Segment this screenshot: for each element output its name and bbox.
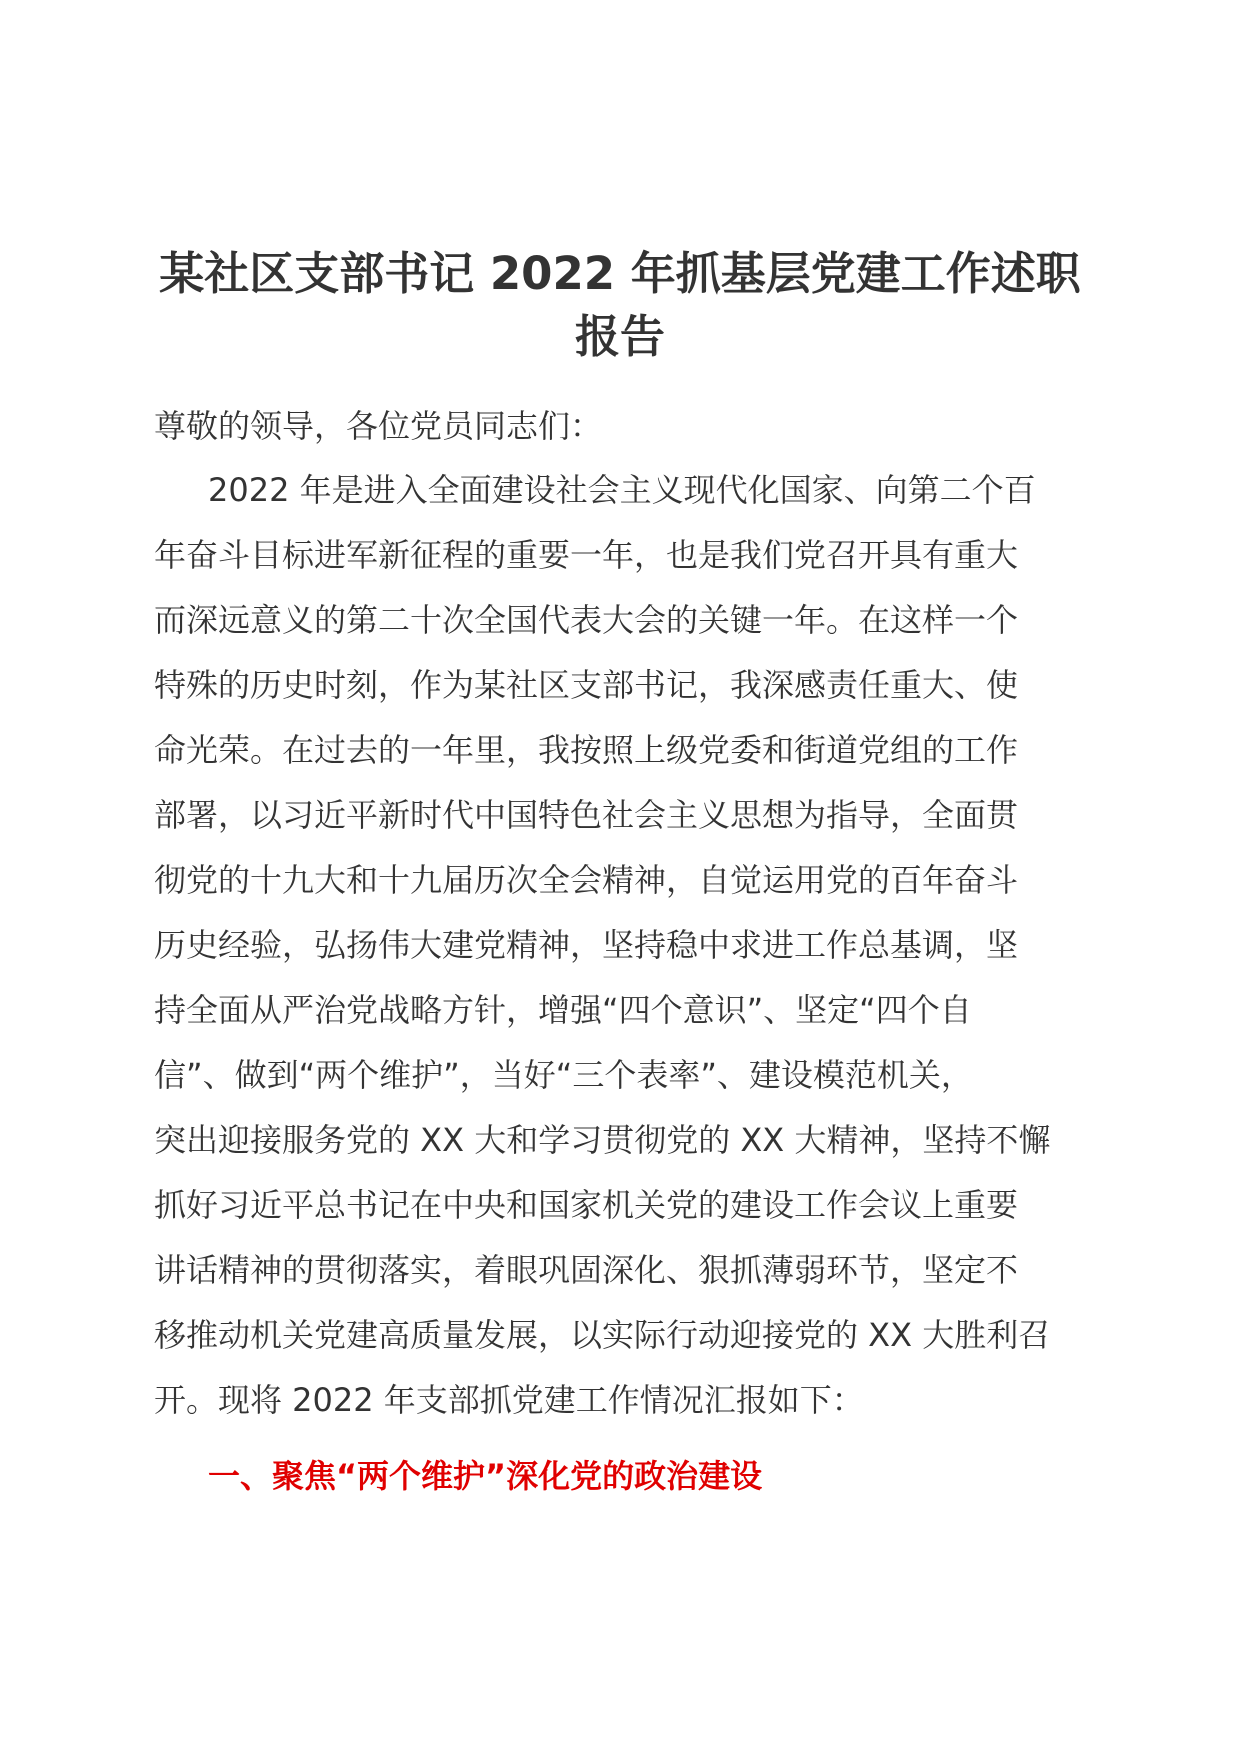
paragraph-line: 讲话精神的贯彻落实，着眼巩固深化、狠抓薄弱环节，坚定不 [154, 1251, 1019, 1289]
paragraph-line: 开。现将 2022 年支部抓党建工作情况汇报如下： [154, 1381, 864, 1419]
paragraph-line: 而深远意义的第二十次全国代表大会的关键一年。在这样一个 [154, 601, 1019, 639]
paragraph-line: 持全面从严治党战略方针，增强“四个意识”、坚定“四个自 [154, 991, 972, 1029]
document-title [150, 242, 1090, 368]
salutation: 尊敬的领导，各位党员同志们： [154, 407, 603, 445]
paragraph-line: 年奋斗目标进军新征程的重要一年，也是我们党召开具有重大 [154, 536, 1019, 574]
title-line-1: 某社区支部书记 2022 年抓基层党建工作述职 [159, 247, 1081, 300]
paragraph-line: 彻党的十九大和十九届历次全会精神，自觉运用党的百年奋斗 [154, 861, 1019, 899]
section-heading-1: 一、聚焦“两个维护”深化党的政治建设 [208, 1457, 763, 1495]
paragraph-line: 移推动机关党建高质量发展，以实际行动迎接党的 XX 大胜利召 [154, 1316, 1051, 1354]
paragraph-line: 历史经验，弘扬伟大建党精神，坚持稳中求进工作总基调，坚 [154, 926, 1019, 964]
paragraph-line: 突出迎接服务党的 XX 大和学习贯彻党的 XX 大精神，坚持不懈 [154, 1121, 1051, 1159]
paragraph-line: 信”、做到“两个维护”，当好“三个表率”、建设模范机关， [154, 1056, 973, 1094]
paragraph-line: 2022 年是进入全面建设社会主义现代化国家、向第二个百 [208, 471, 1036, 509]
paragraph-1 [154, 472, 1094, 1447]
paragraph-line: 命光荣。在过去的一年里，我按照上级党委和街道党组的工作 [154, 731, 1019, 769]
paragraph-line: 抓好习近平总书记在中央和国家机关党的建设工作会议上重要 [154, 1186, 1019, 1224]
title-line-2: 报告 [574, 310, 665, 363]
paragraph-line: 部署，以习近平新时代中国特色社会主义思想为指导，全面贯 [154, 796, 1019, 834]
paragraph-line: 特殊的历史时刻，作为某社区支部书记，我深感责任重大、使 [154, 666, 1019, 704]
